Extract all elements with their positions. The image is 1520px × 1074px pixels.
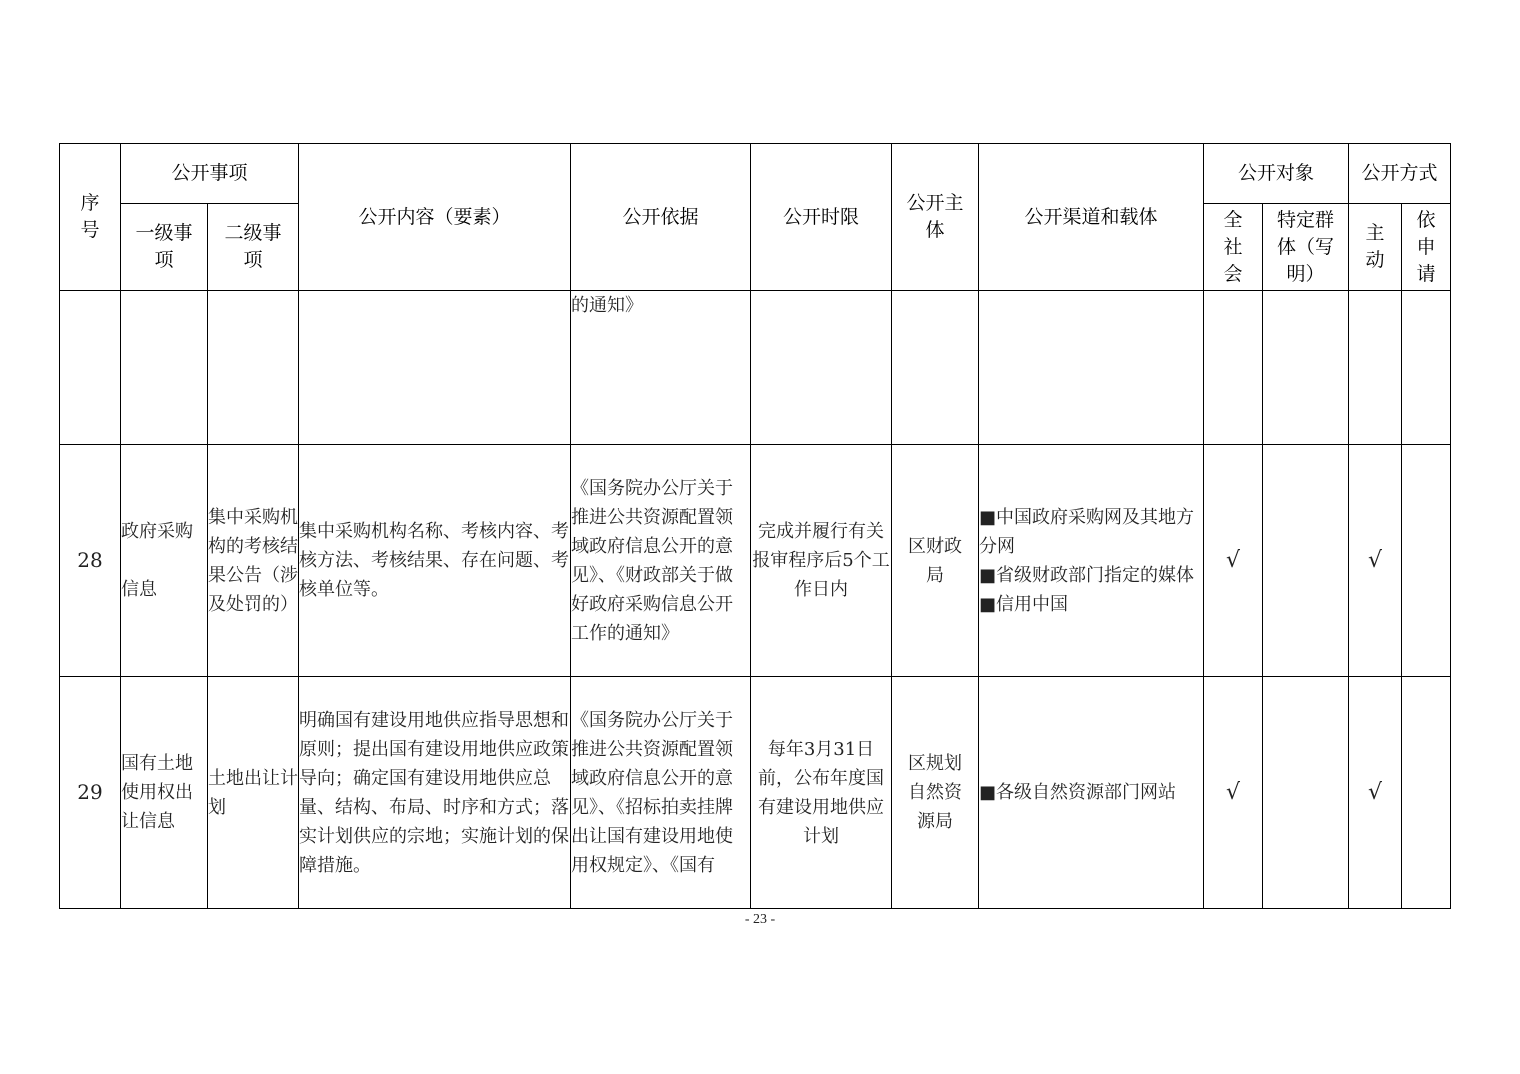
row-target-specific (1263, 291, 1349, 445)
table-row (60, 445, 1451, 677)
header-seq: 序号 (60, 144, 121, 291)
row-basis: 《国务院办公厅关于推进公共资源配置领域政府信息公开的意见》、《财政部关于做好政府采购信息公开工作的通知》 (571, 445, 751, 677)
row-deadline: 每年3月31日前，公布年度国有建设用地供应计划 (751, 677, 892, 909)
row-level1 (121, 291, 208, 445)
row-level2: 土地出让计划 (208, 677, 299, 909)
header-target-specific: 特定群体（写明） (1263, 204, 1349, 291)
row-seq (60, 291, 121, 445)
row-subject: 区财政局 (892, 445, 979, 677)
row-method-apply (1402, 677, 1451, 909)
row-deadline: 完成并履行有关报审程序后5个工作日内 (751, 445, 892, 677)
row-target-specific (1263, 677, 1349, 909)
header-item-group: 公开事项 (121, 144, 299, 204)
header-method-apply: 依申请 (1402, 204, 1451, 291)
row-method-apply (1402, 291, 1451, 445)
header-subject: 公开主体 (892, 144, 979, 291)
row-method-active (1349, 291, 1402, 445)
row-seq: 29 (60, 677, 121, 909)
row-channel (979, 445, 1204, 677)
row-channel (979, 677, 1204, 909)
row-subject: 区规划自然资源局 (892, 677, 979, 909)
row-level2 (208, 291, 299, 445)
check-mark-method-active: √ (1349, 445, 1402, 677)
row-level1: 政府采购信息 (121, 445, 208, 677)
row-level1: 国有土地使用权出让信息 (121, 677, 208, 909)
row-channel (979, 291, 1204, 445)
row-target-specific (1263, 445, 1349, 677)
row-deadline (751, 291, 892, 445)
header-basis: 公开依据 (571, 144, 751, 291)
row-method-apply (1402, 445, 1451, 677)
header-level1: 一级事项 (121, 204, 208, 291)
channel-item: ■省级财政部门指定的媒体 (979, 564, 1195, 586)
row-basis: 《国务院办公厅关于推进公共资源配置领域政府信息公开的意见》、《招标拍卖挂牌出让国有建设用地使用权规定》、《国有 (571, 677, 751, 909)
header-method-group: 公开方式 (1349, 144, 1451, 204)
table-row (60, 677, 1451, 909)
table-row (60, 291, 1451, 445)
disclosure-table (59, 143, 1451, 909)
check-mark-target-all: √ (1204, 677, 1263, 909)
row-content: 明确国有建设用地供应指导思想和原则；提出国有建设用地供应政策导向；确定国有建设用地供应总量、结构、布局、时序和方式；落实计划供应的宗地；实施计划的保障措施。 (299, 677, 571, 909)
header-target-all: 全社会 (1204, 204, 1263, 291)
channel-item: ■信用中国 (979, 593, 1069, 615)
row-seq: 28 (60, 445, 121, 677)
check-mark-target-all: √ (1204, 445, 1263, 677)
row-subject (892, 291, 979, 445)
channel-item: ■中国政府采购网及其地方分网 (979, 506, 1195, 557)
row-level2: 集中采购机构的考核结果公告（涉及处罚的） (208, 445, 299, 677)
row-content (299, 291, 571, 445)
row-target-all (1204, 291, 1263, 445)
channel-item: ■各级自然资源部门网站 (979, 782, 1177, 803)
row-basis: 的通知》 (571, 291, 751, 445)
header-deadline: 公开时限 (751, 144, 892, 291)
row-content: 集中采购机构名称、考核内容、考核方法、考核结果、存在问题、考核单位等。 (299, 445, 571, 677)
check-mark-method-active: √ (1349, 677, 1402, 909)
header-content: 公开内容（要素） (299, 144, 571, 291)
header-target-group: 公开对象 (1204, 144, 1349, 204)
header-channel: 公开渠道和载体 (979, 144, 1204, 291)
page-number: - 23 - (744, 912, 776, 927)
header-method-active: 主动 (1349, 204, 1402, 291)
header-level2: 二级事项 (208, 204, 299, 291)
